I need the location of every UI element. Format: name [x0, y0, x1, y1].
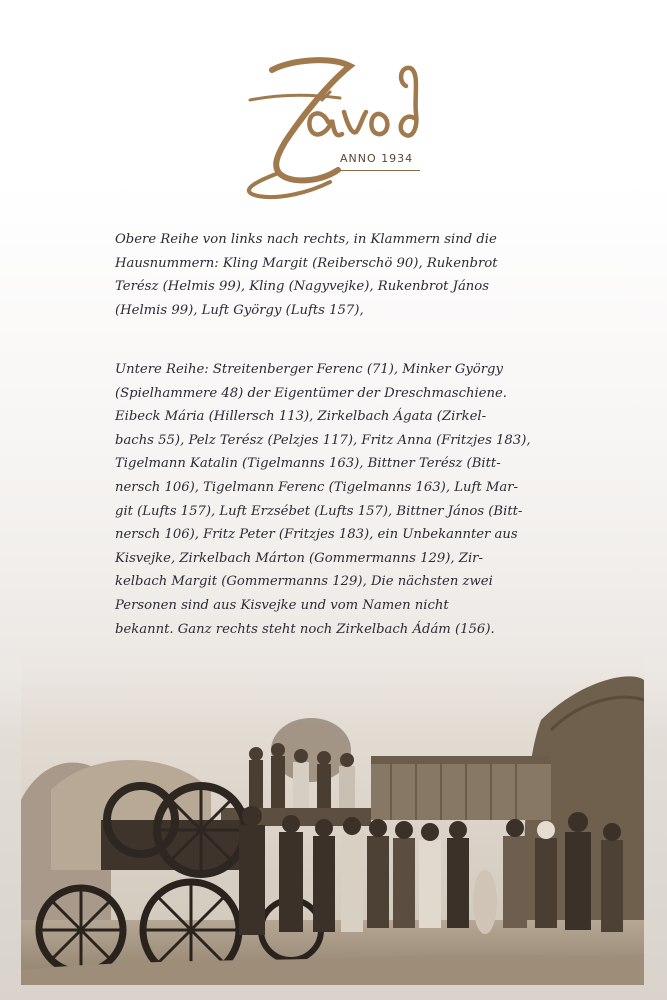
caption-line: Eibeck Mária (Hillersch 113), Zirkelbach Ágata (Zirkel-: [115, 409, 487, 425]
caption-line: (Spielhammere 48) der Eigentümer der Dreschmaschiene.: [115, 385, 507, 401]
caption-line: Obere Reihe von links nach rechts, in Klammern sind die: [115, 232, 497, 247]
caption-line: (Helmis 99), Luft György (Lufts 157),: [115, 302, 364, 318]
grain-sack: [473, 870, 497, 934]
historic-threshing-photo: [21, 640, 644, 985]
anno-underline: [340, 170, 420, 171]
caption-line: bachs 55), Pelz Terész (Pelzjes 117), Fritz Anna (Fritzjes 183),: [115, 432, 531, 448]
threshing-scene-illustration: [21, 640, 644, 985]
caption-line: kelbach Margit (Gommermanns 129), Die nächsten zwei: [115, 574, 493, 590]
zavod-logo-mark: [210, 42, 440, 212]
anno-year-label: ANNO 1934: [340, 152, 414, 165]
barn: [371, 760, 551, 820]
caption-line: Personen sind aus Kisvejke und vom Namen nicht: [115, 597, 449, 613]
caption-line: Hausnummern: Kling Margit (Reiberschö 90), Rukenbrot: [115, 255, 498, 271]
caption-line: Tigelmann Katalin (Tigelmanns 163), Bittner Terész (Bitt-: [115, 456, 501, 472]
caption-line: Kisvejke, Zirkelbach Márton (Gommermanns 129), Zir-: [115, 550, 483, 566]
caption-lower-row: [115, 358, 555, 641]
caption-line: nersch 106), Fritz Peter (Fritzjes 183), ein Unbekannter aus: [115, 527, 518, 543]
caption-upper-row: [115, 228, 555, 322]
caption-line: Terész (Helmis 99), Kling (Nagyvejke), Rukenbrot János: [115, 279, 490, 295]
caption-line: bekannt. Ganz rechts steht noch Zirkelbach Ádám (156).: [115, 621, 495, 637]
caption-line: nersch 106), Tigelmann Ferenc (Tigelmanns 163), Luft Mar-: [115, 479, 518, 495]
caption-line: Untere Reihe: Streitenberger Ferenc (71), Minker György: [115, 362, 503, 377]
caption-line: git (Lufts 157), Luft Erzsébet (Lufts 157), Bittner János (Bitt-: [115, 503, 523, 519]
zavod-logo: [210, 42, 440, 212]
